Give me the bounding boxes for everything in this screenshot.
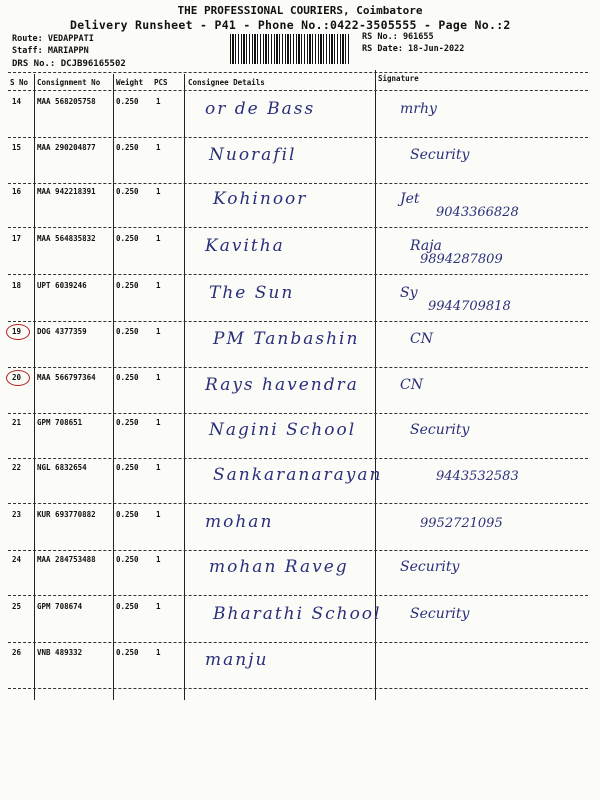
row-separator bbox=[8, 274, 588, 275]
row-sno: 14 bbox=[12, 97, 22, 106]
handwritten-phone: 9043366828 bbox=[436, 205, 519, 220]
row-pcs: 1 bbox=[156, 281, 161, 290]
row-pcs: 1 bbox=[156, 555, 161, 564]
handwritten-signature: CN bbox=[410, 331, 433, 347]
row-weight: 0.250 bbox=[116, 648, 139, 657]
row-sno: 16 bbox=[12, 187, 22, 196]
row-weight: 0.250 bbox=[116, 281, 139, 290]
row-pcs: 1 bbox=[156, 602, 161, 611]
handwritten-consignee: PM Tanbashin bbox=[213, 329, 360, 349]
row-sno: 24 bbox=[12, 555, 22, 564]
handwritten-consignee: Kohinoor bbox=[213, 189, 308, 209]
row-sno: 23 bbox=[12, 510, 22, 519]
row-separator bbox=[8, 137, 588, 138]
row-pcs: 1 bbox=[156, 510, 161, 519]
handwritten-consignee: Kavitha bbox=[205, 236, 285, 256]
row-pcs: 1 bbox=[156, 373, 161, 382]
handwritten-consignee: The Sun bbox=[209, 283, 295, 303]
row-sno: 22 bbox=[12, 463, 22, 472]
row-pcs: 1 bbox=[156, 463, 161, 472]
row-sno: 18 bbox=[12, 281, 22, 290]
col-header-consignment: Consignment No bbox=[37, 78, 101, 87]
table-top-border bbox=[8, 72, 588, 73]
row-pcs: 1 bbox=[156, 143, 161, 152]
row-weight: 0.250 bbox=[116, 143, 139, 152]
row-sno: 21 bbox=[12, 418, 22, 427]
barcode bbox=[230, 34, 350, 64]
handwritten-signature: Security bbox=[400, 559, 460, 575]
column-divider bbox=[34, 74, 35, 700]
row-consignment-no: MAA 290204877 bbox=[37, 143, 96, 152]
row-pcs: 1 bbox=[156, 648, 161, 657]
handwritten-phone: 9443532583 bbox=[436, 469, 519, 484]
row-sno: 20 bbox=[12, 373, 22, 382]
rs-number: RS No.: 961655 bbox=[362, 32, 434, 42]
row-consignment-no: MAA 564835832 bbox=[37, 234, 96, 243]
handwritten-signature: Jet bbox=[400, 191, 420, 207]
row-weight: 0.250 bbox=[116, 463, 139, 472]
row-separator bbox=[8, 642, 588, 643]
row-sno: 15 bbox=[12, 143, 22, 152]
handwritten-signature: Security bbox=[410, 147, 470, 163]
row-separator bbox=[8, 183, 588, 184]
header-separator bbox=[8, 90, 588, 91]
handwritten-signature: Security bbox=[410, 606, 470, 622]
handwritten-consignee: manju bbox=[205, 650, 269, 670]
staff-label: Staff: MARIAPPN bbox=[12, 46, 89, 56]
handwritten-consignee: mohan Raveg bbox=[209, 557, 349, 577]
handwritten-signature: Security bbox=[410, 422, 470, 438]
row-consignment-no: KUR 693770882 bbox=[37, 510, 96, 519]
row-consignment-no: MAA 284753488 bbox=[37, 555, 96, 564]
row-pcs: 1 bbox=[156, 327, 161, 336]
handwritten-consignee: Nuorafil bbox=[209, 145, 297, 165]
row-sno: 17 bbox=[12, 234, 22, 243]
row-consignment-no: VNB 489332 bbox=[37, 648, 83, 657]
handwritten-consignee: Nagini School bbox=[209, 420, 357, 440]
row-weight: 0.250 bbox=[116, 327, 139, 336]
col-header-weight: Weight bbox=[116, 78, 144, 87]
row-consignment-no: GPM 708674 bbox=[37, 602, 83, 611]
row-consignment-no: DOG 4377359 bbox=[37, 327, 87, 336]
row-separator bbox=[8, 321, 588, 322]
row-pcs: 1 bbox=[156, 234, 161, 243]
row-weight: 0.250 bbox=[116, 418, 139, 427]
col-header-pcs: PCS bbox=[154, 78, 168, 87]
col-header-sno: S No bbox=[10, 78, 29, 87]
row-weight: 0.250 bbox=[116, 555, 139, 564]
row-weight: 0.250 bbox=[116, 373, 139, 382]
handwritten-signature: Sy bbox=[400, 285, 418, 301]
sno-circle-mark bbox=[6, 324, 30, 340]
row-pcs: 1 bbox=[156, 97, 161, 106]
handwritten-consignee: Bharathi School bbox=[213, 604, 382, 624]
row-consignment-no: NGL 6832654 bbox=[37, 463, 87, 472]
row-separator bbox=[8, 227, 588, 228]
handwritten-signature: Raja bbox=[410, 238, 442, 254]
row-weight: 0.250 bbox=[116, 187, 139, 196]
row-weight: 0.250 bbox=[116, 602, 139, 611]
handwritten-signature: mrhy bbox=[400, 101, 437, 117]
row-consignment-no: MAA 942218391 bbox=[37, 187, 96, 196]
row-weight: 0.250 bbox=[116, 97, 139, 106]
row-weight: 0.250 bbox=[116, 510, 139, 519]
handwritten-phone: 9952721095 bbox=[420, 516, 503, 531]
handwritten-signature: CN bbox=[400, 377, 423, 393]
handwritten-consignee: Sankaranarayan bbox=[213, 465, 383, 485]
document-title: THE PROFESSIONAL COURIERS, Coimbatore bbox=[177, 4, 423, 17]
drs-label: DRS No.: DCJB96165502 bbox=[12, 59, 126, 69]
row-consignment-no: MAA 568205758 bbox=[37, 97, 96, 106]
handwritten-consignee: mohan bbox=[205, 512, 274, 532]
handwritten-phone: 9944709818 bbox=[428, 299, 511, 314]
handwritten-phone: 9894287809 bbox=[420, 252, 503, 267]
row-weight: 0.250 bbox=[116, 234, 139, 243]
column-divider bbox=[184, 74, 185, 700]
col-header-consignee: Consignee Details bbox=[188, 78, 265, 87]
row-consignment-no: GPM 708651 bbox=[37, 418, 83, 427]
row-sno: 19 bbox=[12, 327, 22, 336]
row-sno: 26 bbox=[12, 648, 22, 657]
row-separator bbox=[8, 413, 588, 414]
row-pcs: 1 bbox=[156, 418, 161, 427]
sno-circle-mark bbox=[6, 370, 30, 386]
row-pcs: 1 bbox=[156, 187, 161, 196]
column-divider bbox=[113, 74, 114, 700]
row-separator bbox=[8, 367, 588, 368]
row-consignment-no: MAA 566797364 bbox=[37, 373, 96, 382]
row-consignment-no: UPT 6039246 bbox=[37, 281, 87, 290]
row-sno: 25 bbox=[12, 602, 22, 611]
row-separator bbox=[8, 503, 588, 504]
document-subtitle: Delivery Runsheet - P41 - Phone No.:0422-3505555 - Page No.:2 bbox=[70, 18, 511, 32]
row-separator bbox=[8, 595, 588, 596]
route-label: Route: VEDAPPATI bbox=[12, 34, 94, 44]
row-separator bbox=[8, 458, 588, 459]
col-header-signature: Signature bbox=[378, 74, 419, 83]
rs-date: RS Date: 18-Jun-2022 bbox=[362, 44, 465, 54]
row-separator bbox=[8, 550, 588, 551]
row-separator bbox=[8, 688, 588, 689]
handwritten-consignee: Rays havendra bbox=[205, 375, 359, 395]
handwritten-consignee: or de Bass bbox=[205, 99, 316, 119]
